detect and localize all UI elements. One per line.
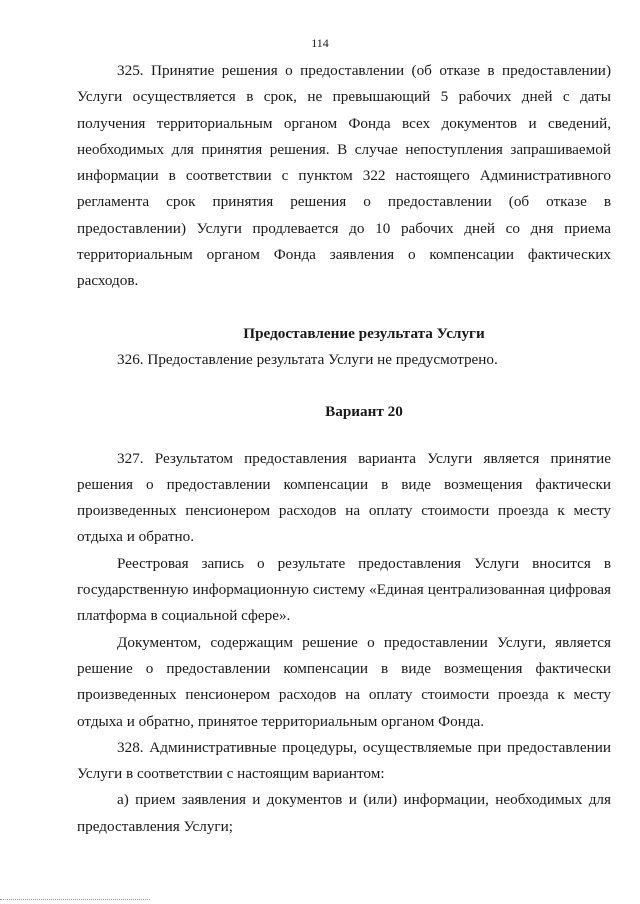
paragraph-328: 328. Административные процедуры, осуществляемые при предоставлении Услуги в соответствии с настоящим вариантом: xyxy=(77,738,611,783)
paragraph-325: 325. Принятие решения о предоставлении (об отказе в предоставлении) Услуги осуществляется в срок, не превышающий 5 рабочих дней с даты получения территориальным органом Фонда всех документов и сведений, необходимых для принятия решения. В случае непоступления запрашиваемой информации в соответствии с пунктом 322 настоящего Административного регламента срок принятия решения о предоставлении (об отказе в предоставлении) Услуги продлевается до 10 рабочих дней со дня приема территориальным органом Фонда заявления о компенсации фактических расходов. xyxy=(77,62,611,290)
section-heading-variant: Вариант 20 xyxy=(325,403,403,421)
section-heading-result: Предоставление результата Услуги xyxy=(243,324,485,342)
page-number: 114 xyxy=(311,36,329,50)
paragraph-327: 327. Результатом предоставления варианта Услуги является принятие решения о предоставлении компенсации в виде возмещения фактически произведенных пенсионером расходов на оплату стоимости проезда к месту отдыха и обратно. xyxy=(77,449,611,546)
paragraph-decision-document: Документом, содержащим решение о предоставлении Услуги, является решение о предоставлении компенсации в виде возмещения фактически произведенных пенсионером расходов на оплату стоимости проезда к месту отдыха и обратно, принятое территориальным органом Фонда. xyxy=(77,633,611,730)
document-body xyxy=(77,58,611,840)
spacer xyxy=(77,426,611,446)
paragraph-registry-entry: Реестровая запись о результате предоставления Услуги вносится в государственную информационную систему «Единая централизованная цифровая платформа в социальной сфере». xyxy=(77,554,611,625)
paragraph-326: 326. Предоставление результата Услуги не предусмотрено. xyxy=(117,350,498,368)
spacer xyxy=(77,295,611,321)
spacer xyxy=(77,373,611,399)
paragraph-328-a: а) прием заявления и документов и (или) информации, необходимых для предоставления Услуги; xyxy=(77,791,611,835)
scan-edge-artifact xyxy=(0,899,150,902)
